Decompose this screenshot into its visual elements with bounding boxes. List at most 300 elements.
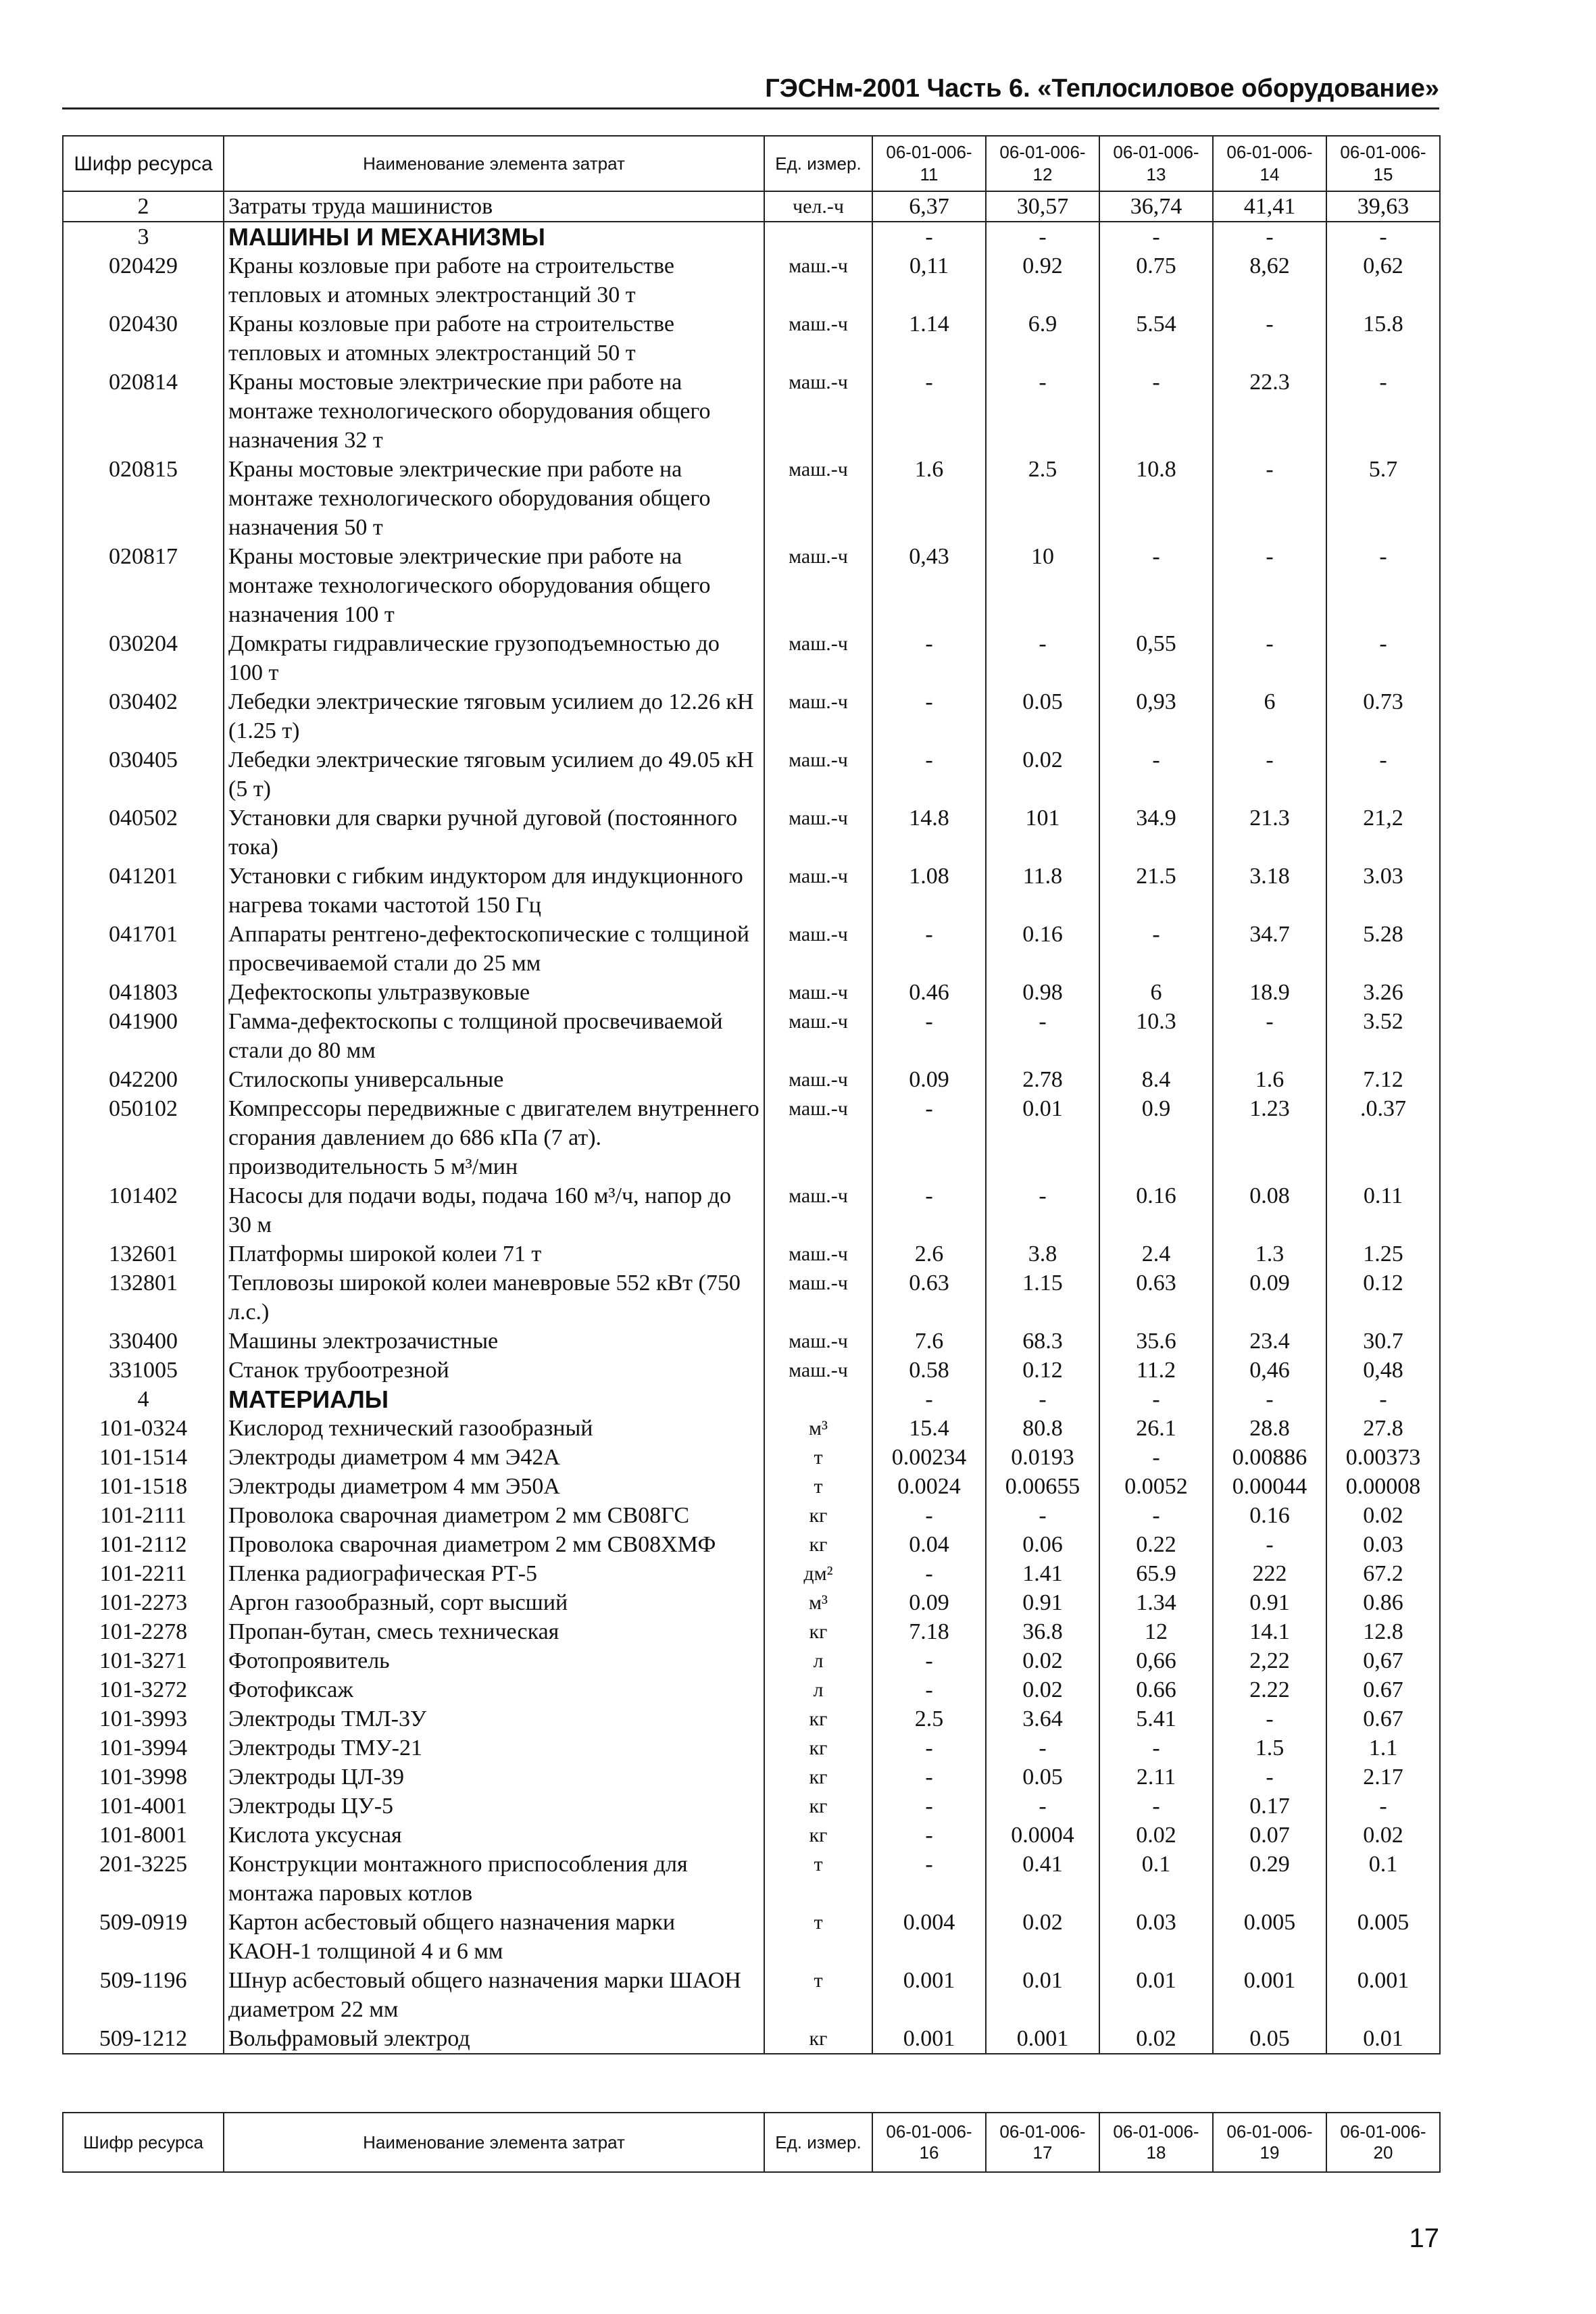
- value-cell: 222: [1213, 1559, 1326, 1588]
- resource-name: Платформы широкой колеи 71 т: [224, 1239, 764, 1269]
- table-row: [63, 1472, 1440, 1501]
- unit-cell: л: [764, 1675, 872, 1704]
- table-row: [63, 1704, 1440, 1733]
- resource-name: Аппараты рентгено-дефектоскопические с толщиной просвечиваемой стали до 25 мм: [224, 920, 764, 978]
- resource-name: Насосы для подачи воды, подача 160 м³/ч, напор до 30 м: [224, 1181, 764, 1239]
- value-cell: -: [872, 1094, 986, 1181]
- value-cell: 0.16: [1213, 1501, 1326, 1530]
- value-cell: 0.001: [986, 2024, 1099, 2054]
- resource-name: Кислота уксусная: [224, 1821, 764, 1850]
- unit-cell: кг: [764, 1530, 872, 1559]
- value-cell: -: [872, 1007, 986, 1065]
- value-cell: 0.12: [1326, 1269, 1440, 1327]
- value-cell: 0.16: [1099, 1181, 1213, 1239]
- header-name: Наименование элемента затрат: [224, 136, 764, 191]
- table-row: [63, 1675, 1440, 1704]
- value-cell: 0.08: [1213, 1181, 1326, 1239]
- resource-code: 041803: [63, 978, 224, 1007]
- resource-name: Машины электрозачистные: [224, 1327, 764, 1356]
- document-title: ГЭСНм-2001 Часть 6. «Теплосиловое оборудование»: [765, 74, 1439, 103]
- resource-code: 020429: [63, 251, 224, 310]
- resource-name: Электроды диаметром 4 мм Э42А: [224, 1443, 764, 1472]
- value-cell: 10.3: [1099, 1007, 1213, 1065]
- value-cell: -: [1326, 542, 1440, 629]
- value-cell: 1.41: [986, 1559, 1099, 1588]
- resource-name: Фотопроявитель: [224, 1646, 764, 1675]
- table-row: [63, 455, 1440, 542]
- value-cell: 67.2: [1326, 1559, 1440, 1588]
- value-cell: 0.001: [1213, 1966, 1326, 2024]
- resource-name: Краны мостовые электрические при работе на монтаже технологического оборудования общего назначения 32 т: [224, 368, 764, 455]
- value-cell: 1.5: [1213, 1733, 1326, 1763]
- value-cell: 3.64: [986, 1704, 1099, 1733]
- value-cell: 0.91: [1213, 1588, 1326, 1617]
- header-code: Шифр ресурса: [63, 136, 224, 191]
- resource-code: 041201: [63, 862, 224, 920]
- value-cell: 2.4: [1099, 1239, 1213, 1269]
- resource-code: 101402: [63, 1181, 224, 1239]
- resource-name: Тепловозы широкой колеи маневровые 552 кВт (750 л.с.): [224, 1269, 764, 1327]
- table-row: [63, 1966, 1440, 2024]
- value-cell: 0.00008: [1326, 1472, 1440, 1501]
- value-cell: -: [986, 1501, 1099, 1530]
- table-row: [63, 1850, 1440, 1908]
- resource-code: 101-3998: [63, 1763, 224, 1792]
- value-cell: 3.8: [986, 1239, 1099, 1269]
- value-cell: 21.5: [1099, 862, 1213, 920]
- resource-name: Аргон газообразный, сорт высший: [224, 1588, 764, 1617]
- unit-cell: маш.-ч: [764, 368, 872, 455]
- table-row: [63, 1269, 1440, 1327]
- value-cell: 2,22: [1213, 1646, 1326, 1675]
- value-cell: 0.02: [986, 1675, 1099, 1704]
- value-cell: 0,43: [872, 542, 986, 629]
- value-cell: 0,55: [1099, 629, 1213, 687]
- value-cell: 21.3: [1213, 804, 1326, 862]
- value-cell: 0.02: [986, 1646, 1099, 1675]
- value-cell: 0.04: [872, 1530, 986, 1559]
- value-cell: 0.05: [1213, 2024, 1326, 2054]
- section-row: [63, 1385, 1440, 1414]
- unit-cell: т: [764, 1966, 872, 2024]
- resource-code: 041701: [63, 920, 224, 978]
- value-cell: 0.001: [872, 2024, 986, 2054]
- value-cell: 0.92: [986, 251, 1099, 310]
- resource-name: Лебедки электрические тяговым усилием до 49.05 кН (5 т): [224, 745, 764, 804]
- table-row: [63, 687, 1440, 745]
- resource-code: 050102: [63, 1094, 224, 1181]
- resource-name: Проволока сварочная диаметром 2 мм СВ08ХМФ: [224, 1530, 764, 1559]
- unit-cell: маш.-ч: [764, 745, 872, 804]
- header-unit: Ед. измер.: [764, 136, 872, 191]
- value-cell: 0.004: [872, 1908, 986, 1966]
- value-cell: 6: [1213, 687, 1326, 745]
- value-cell: -: [1099, 222, 1213, 251]
- resource-code: 101-2111: [63, 1501, 224, 1530]
- resource-code: 020817: [63, 542, 224, 629]
- table-row: [63, 978, 1440, 1007]
- resource-name: Стилоскопы универсальные: [224, 1065, 764, 1094]
- value-cell: 0.67: [1326, 1675, 1440, 1704]
- resource-code: 101-3272: [63, 1675, 224, 1704]
- table-row: [63, 1646, 1440, 1675]
- table-row: [63, 1821, 1440, 1850]
- value-cell: -: [1326, 745, 1440, 804]
- resource-code: 042200: [63, 1065, 224, 1094]
- resource-name: Краны козловые при работе на строительстве тепловых и атомных электростанций 30 т: [224, 251, 764, 310]
- table-row: [63, 629, 1440, 687]
- value-cell: 23.4: [1213, 1327, 1326, 1356]
- unit-cell: кг: [764, 1704, 872, 1733]
- resource-code: 030204: [63, 629, 224, 687]
- value-cell: 0,62: [1326, 251, 1440, 310]
- value-cell: -: [1213, 1763, 1326, 1792]
- unit-cell: т: [764, 1443, 872, 1472]
- resource-code: 132801: [63, 1269, 224, 1327]
- value-cell: 1.08: [872, 862, 986, 920]
- value-cell: 0.67: [1326, 1704, 1440, 1733]
- value-cell: 2.78: [986, 1065, 1099, 1094]
- unit-cell: маш.-ч: [764, 1239, 872, 1269]
- value-cell: 14.8: [872, 804, 986, 862]
- value-cell: 0.01: [986, 1966, 1099, 2024]
- resource-name: Фотофиксаж: [224, 1675, 764, 1704]
- value-cell: 0.05: [986, 687, 1099, 745]
- resource-code: 030405: [63, 745, 224, 804]
- value-cell: 30.7: [1326, 1327, 1440, 1356]
- value-cell: 0.22: [1099, 1530, 1213, 1559]
- resource-name: Вольфрамовый электрод: [224, 2024, 764, 2054]
- footer-header-name: Наименование элемента затрат: [224, 2113, 764, 2172]
- value-cell: -: [872, 920, 986, 978]
- unit-cell: м³: [764, 1414, 872, 1443]
- value-cell: 2.17: [1326, 1763, 1440, 1792]
- unit-cell: м³: [764, 1588, 872, 1617]
- value-cell: 26.1: [1099, 1414, 1213, 1443]
- value-cell: 36,74: [1099, 191, 1213, 222]
- value-cell: -: [1326, 368, 1440, 455]
- value-cell: 68.3: [986, 1327, 1099, 1356]
- value-cell: 6.9: [986, 310, 1099, 368]
- unit-cell: дм²: [764, 1559, 872, 1588]
- value-cell: -: [1099, 368, 1213, 455]
- table-row: [63, 804, 1440, 862]
- resource-code: 101-2273: [63, 1588, 224, 1617]
- value-cell: 0,66: [1099, 1646, 1213, 1675]
- resource-code: 509-1212: [63, 2024, 224, 2054]
- unit-cell: маш.-ч: [764, 687, 872, 745]
- value-cell: 0,46: [1213, 1356, 1326, 1385]
- value-cell: 28.8: [1213, 1414, 1326, 1443]
- resource-code: 041900: [63, 1007, 224, 1065]
- value-cell: 0.46: [872, 978, 986, 1007]
- value-cell: -: [872, 1646, 986, 1675]
- value-cell: -: [1099, 1792, 1213, 1821]
- value-cell: 41,41: [1213, 191, 1326, 222]
- table-row: [63, 251, 1440, 310]
- table-row: [63, 1588, 1440, 1617]
- value-cell: 6: [1099, 978, 1213, 1007]
- table-row: [63, 1501, 1440, 1530]
- value-cell: 0.02: [1099, 1821, 1213, 1850]
- value-cell: 12.8: [1326, 1617, 1440, 1646]
- table-row: [63, 1792, 1440, 1821]
- unit-cell: чел.-ч: [764, 191, 872, 222]
- value-cell: -: [1326, 222, 1440, 251]
- value-cell: -: [986, 1181, 1099, 1239]
- value-cell: 0.0193: [986, 1443, 1099, 1472]
- value-cell: -: [986, 1792, 1099, 1821]
- value-cell: -: [872, 1792, 986, 1821]
- value-cell: 5.28: [1326, 920, 1440, 978]
- value-cell: 0.98: [986, 978, 1099, 1007]
- table-row: [63, 368, 1440, 455]
- resource-code: 4: [63, 1385, 224, 1414]
- value-cell: 1.6: [872, 455, 986, 542]
- table-row: [63, 2024, 1440, 2054]
- value-cell: 0.01: [1326, 2024, 1440, 2054]
- resource-name: Пленка радиографическая РТ-5: [224, 1559, 764, 1588]
- value-cell: 0.0024: [872, 1472, 986, 1501]
- resource-name: Электроды ЦЛ-39: [224, 1763, 764, 1792]
- resource-code: 101-1518: [63, 1472, 224, 1501]
- resource-name: Электроды ЦУ-5: [224, 1792, 764, 1821]
- value-cell: -: [1213, 542, 1326, 629]
- value-cell: -: [872, 1763, 986, 1792]
- value-cell: 5.7: [1326, 455, 1440, 542]
- resource-code: 040502: [63, 804, 224, 862]
- value-cell: -: [986, 629, 1099, 687]
- value-cell: 101: [986, 804, 1099, 862]
- header-col: 06-01-006-12: [986, 136, 1099, 191]
- unit-cell: кг: [764, 2024, 872, 2054]
- footer-header-col: 06-01-006-17: [986, 2113, 1099, 2172]
- resource-code: 020430: [63, 310, 224, 368]
- resource-name: Электроды ТМЛ-3У: [224, 1704, 764, 1733]
- value-cell: 0.16: [986, 920, 1099, 978]
- resource-name: Станок трубоотрезной: [224, 1356, 764, 1385]
- resource-code: 201-3225: [63, 1850, 224, 1908]
- value-cell: 11.8: [986, 862, 1099, 920]
- value-cell: -: [872, 1675, 986, 1704]
- value-cell: 21,2: [1326, 804, 1440, 862]
- table-row: [63, 920, 1440, 978]
- resource-name: Проволока сварочная диаметром 2 мм СВ08ГС: [224, 1501, 764, 1530]
- value-cell: -: [986, 222, 1099, 251]
- table-row: [63, 1443, 1440, 1472]
- unit-cell: кг: [764, 1792, 872, 1821]
- value-cell: -: [986, 1007, 1099, 1065]
- value-cell: 3.26: [1326, 978, 1440, 1007]
- resource-name: Конструкции монтажного приспособления для монтажа паровых котлов: [224, 1850, 764, 1908]
- unit-cell: кг: [764, 1733, 872, 1763]
- table-row: [63, 1530, 1440, 1559]
- value-cell: 0.91: [986, 1588, 1099, 1617]
- value-cell: 0.06: [986, 1530, 1099, 1559]
- unit-cell: маш.-ч: [764, 1181, 872, 1239]
- unit-cell: л: [764, 1646, 872, 1675]
- value-cell: -: [872, 1559, 986, 1588]
- value-cell: -: [1326, 629, 1440, 687]
- value-cell: 0.17: [1213, 1792, 1326, 1821]
- resource-code: 509-0919: [63, 1908, 224, 1966]
- footer-header-col: 06-01-006-19: [1213, 2113, 1326, 2172]
- value-cell: 0.73: [1326, 687, 1440, 745]
- value-cell: 0,48: [1326, 1356, 1440, 1385]
- table-row: [63, 1733, 1440, 1763]
- table-row: [63, 745, 1440, 804]
- value-cell: 3.18: [1213, 862, 1326, 920]
- resource-name: Электроды ТМУ-21: [224, 1733, 764, 1763]
- resource-code: 101-3994: [63, 1733, 224, 1763]
- table-row: [63, 1559, 1440, 1588]
- unit-cell: [764, 222, 872, 251]
- resource-name: Установки с гибким индуктором для индукционного нагрева токами частотой 150 Гц: [224, 862, 764, 920]
- value-cell: 0.03: [1099, 1908, 1213, 1966]
- value-cell: 0.09: [872, 1065, 986, 1094]
- unit-cell: [764, 1385, 872, 1414]
- resource-code: 101-0324: [63, 1414, 224, 1443]
- table-row: [63, 1327, 1440, 1356]
- resource-code: 101-1514: [63, 1443, 224, 1472]
- value-cell: 0.1: [1326, 1850, 1440, 1908]
- value-cell: 1.34: [1099, 1588, 1213, 1617]
- page-number: 17: [1409, 2223, 1439, 2253]
- value-cell: 0.0052: [1099, 1472, 1213, 1501]
- value-cell: 2.5: [872, 1704, 986, 1733]
- unit-cell: т: [764, 1472, 872, 1501]
- unit-cell: т: [764, 1850, 872, 1908]
- value-cell: 8.4: [1099, 1065, 1213, 1094]
- table-row: [63, 191, 1440, 222]
- unit-cell: кг: [764, 1763, 872, 1792]
- value-cell: 22.3: [1213, 368, 1326, 455]
- value-cell: 14.1: [1213, 1617, 1326, 1646]
- resource-code: 020815: [63, 455, 224, 542]
- value-cell: 15.8: [1326, 310, 1440, 368]
- value-cell: -: [872, 1733, 986, 1763]
- value-cell: 2.22: [1213, 1675, 1326, 1704]
- resource-name: Лебедки электрические тяговым усилием до 12.26 кН (1.25 т): [224, 687, 764, 745]
- value-cell: 3.52: [1326, 1007, 1440, 1065]
- value-cell: -: [1099, 1733, 1213, 1763]
- value-cell: 5.54: [1099, 310, 1213, 368]
- value-cell: -: [1213, 629, 1326, 687]
- value-cell: 0.02: [1099, 2024, 1213, 2054]
- unit-cell: кг: [764, 1617, 872, 1646]
- value-cell: 36.8: [986, 1617, 1099, 1646]
- resource-name: МАШИНЫ И МЕХАНИЗМЫ: [224, 222, 764, 251]
- value-cell: 0,67: [1326, 1646, 1440, 1675]
- table-row: [63, 1414, 1440, 1443]
- unit-cell: маш.-ч: [764, 542, 872, 629]
- value-cell: 0.09: [872, 1588, 986, 1617]
- value-cell: 0.66: [1099, 1675, 1213, 1704]
- resource-code: 030402: [63, 687, 224, 745]
- value-cell: 0.005: [1326, 1908, 1440, 1966]
- value-cell: -: [1213, 1530, 1326, 1559]
- value-cell: 0.09: [1213, 1269, 1326, 1327]
- value-cell: 0.00886: [1213, 1443, 1326, 1472]
- resource-name: МАТЕРИАЛЫ: [224, 1385, 764, 1414]
- unit-cell: маш.-ч: [764, 455, 872, 542]
- value-cell: 0.00044: [1213, 1472, 1326, 1501]
- value-cell: -: [1099, 1501, 1213, 1530]
- footer-header-code: Шифр ресурса: [63, 2113, 224, 2172]
- value-cell: 0.63: [872, 1269, 986, 1327]
- unit-cell: маш.-ч: [764, 978, 872, 1007]
- table-row: [63, 542, 1440, 629]
- resource-name: Дефектоскопы ультразвуковые: [224, 978, 764, 1007]
- resource-name: Электроды диаметром 4 мм Э50А: [224, 1472, 764, 1501]
- value-cell: 0.0004: [986, 1821, 1099, 1850]
- value-cell: 12: [1099, 1617, 1213, 1646]
- resource-code: 101-2211: [63, 1559, 224, 1588]
- value-cell: 0.12: [986, 1356, 1099, 1385]
- header-col: 06-01-006-14: [1213, 136, 1326, 191]
- value-cell: 0.29: [1213, 1850, 1326, 1908]
- header-col: 06-01-006-11: [872, 136, 986, 191]
- value-cell: -: [986, 1385, 1099, 1414]
- header-col: 06-01-006-15: [1326, 136, 1440, 191]
- resource-code: 101-2112: [63, 1530, 224, 1559]
- value-cell: 34.9: [1099, 804, 1213, 862]
- value-cell: .0.37: [1326, 1094, 1440, 1181]
- value-cell: 5.41: [1099, 1704, 1213, 1733]
- value-cell: 1.14: [872, 310, 986, 368]
- table-row: [63, 1356, 1440, 1385]
- resource-code: 101-3271: [63, 1646, 224, 1675]
- resource-name: Пропан-бутан, смесь техническая: [224, 1617, 764, 1646]
- value-cell: 11.2: [1099, 1356, 1213, 1385]
- table-header-row: [63, 136, 1440, 191]
- value-cell: -: [872, 745, 986, 804]
- unit-cell: маш.-ч: [764, 1065, 872, 1094]
- resource-code: 3: [63, 222, 224, 251]
- resource-name: Кислород технический газообразный: [224, 1414, 764, 1443]
- value-cell: 65.9: [1099, 1559, 1213, 1588]
- resource-name: Затраты труда машинистов: [224, 191, 764, 222]
- value-cell: -: [872, 1821, 986, 1850]
- value-cell: -: [1213, 1385, 1326, 1414]
- resource-name: Краны мостовые электрические при работе на монтаже технологического оборудования общего назначения 50 т: [224, 455, 764, 542]
- resource-name: Гамма-дефектоскопы с толщиной просвечиваемой стали до 80 мм: [224, 1007, 764, 1065]
- value-cell: -: [872, 1850, 986, 1908]
- value-cell: 1.23: [1213, 1094, 1326, 1181]
- value-cell: -: [1326, 1792, 1440, 1821]
- value-cell: 1.6: [1213, 1065, 1326, 1094]
- value-cell: -: [1213, 455, 1326, 542]
- value-cell: 1.15: [986, 1269, 1099, 1327]
- value-cell: 0.00655: [986, 1472, 1099, 1501]
- value-cell: -: [1326, 1385, 1440, 1414]
- value-cell: 10.8: [1099, 455, 1213, 542]
- resource-name: Краны козловые при работе на строительстве тепловых и атомных электростанций 50 т: [224, 310, 764, 368]
- resource-code: 2: [63, 191, 224, 222]
- value-cell: 18.9: [1213, 978, 1326, 1007]
- value-cell: 2.5: [986, 455, 1099, 542]
- value-cell: -: [872, 687, 986, 745]
- value-cell: 39,63: [1326, 191, 1440, 222]
- footer-header-row: [63, 2113, 1440, 2172]
- resource-name: Картон асбестовый общего назначения марки КАОН-1 толщиной 4 и 6 мм: [224, 1908, 764, 1966]
- value-cell: 0.02: [986, 1908, 1099, 1966]
- unit-cell: маш.-ч: [764, 1094, 872, 1181]
- value-cell: 0.00234: [872, 1443, 986, 1472]
- value-cell: -: [986, 368, 1099, 455]
- value-cell: 7.12: [1326, 1065, 1440, 1094]
- resource-code: 101-8001: [63, 1821, 224, 1850]
